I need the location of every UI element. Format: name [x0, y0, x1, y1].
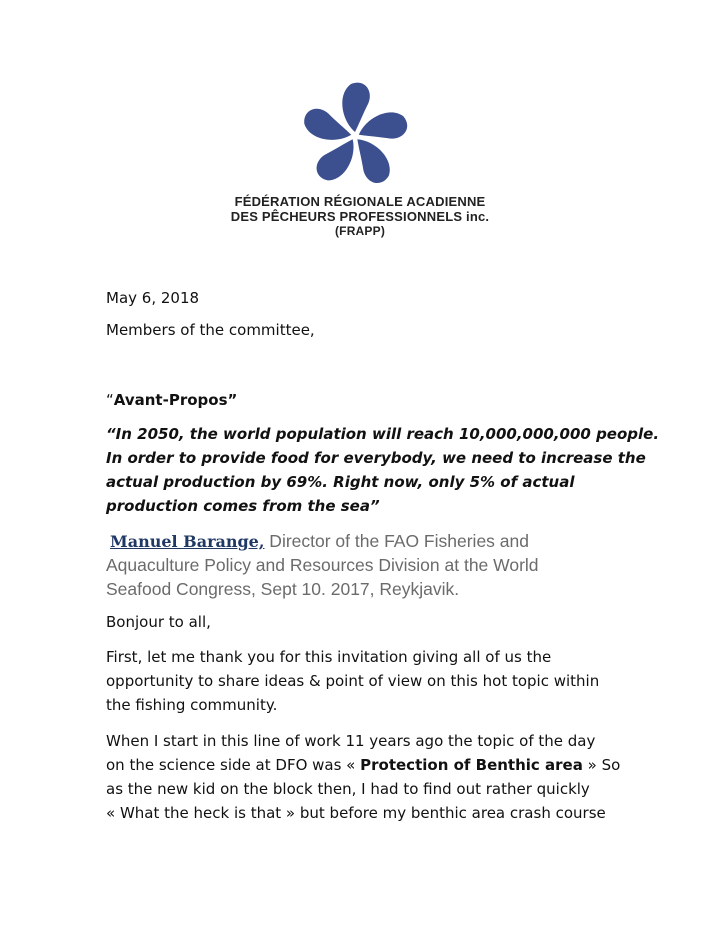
org-name-line-2: DES PÊCHEURS PROFESSIONNELS inc. — [230, 209, 490, 224]
quote-line: “In 2050, the world population will reach 10,000,000,000 people. — [106, 425, 660, 443]
section-heading — [106, 388, 237, 412]
section-open-quote: “ — [106, 391, 114, 409]
attribution-line-1 — [110, 529, 529, 554]
paragraph-line: « What the heck is that » but before my benthic area crash course — [106, 804, 606, 822]
paragraph-line: opportunity to share ideas & point of view on this hot topic within — [106, 672, 600, 690]
quote-line: production comes from the sea” — [106, 497, 380, 515]
frapp-logo — [300, 80, 410, 192]
paragraph-line — [106, 753, 620, 777]
attribution-line: Seafood Congress, Sept 10. 2017, Reykjavik. — [106, 579, 460, 599]
quote-line: actual production by 69%. Right now, only 5% of actual — [106, 473, 575, 491]
section-title: Avant-Propos” — [113, 391, 238, 409]
attribution-text: Director of the FAO Fisheries and — [264, 531, 529, 551]
benthic-area-emphasis: Protection of Benthic area — [360, 756, 583, 774]
paragraph-line: First, let me thank you for this invitation giving all of us the — [106, 648, 552, 666]
letter-date: May 6, 2018 — [106, 289, 200, 307]
org-acronym: (FRAPP) — [334, 224, 386, 238]
greeting: Bonjour to all, — [106, 613, 211, 631]
paragraph-line: as the new kid on the block then, I had to find out rather quickly — [106, 780, 590, 798]
quote-line: In order to provide food for everybody, we need to increase the — [106, 449, 646, 467]
attribution-name: Manuel Barange, — [110, 532, 265, 551]
salutation: Members of the committee, — [106, 321, 315, 339]
attribution-line: Aquaculture Policy and Resources Division at the World — [106, 555, 539, 575]
paragraph-text: on the science side at DFO was « — [106, 756, 361, 774]
paragraph-line: the fishing community. — [106, 696, 278, 714]
paragraph-line: When I start in this line of work 11 years ago the topic of the day — [106, 732, 596, 750]
paragraph-text: » So — [582, 756, 621, 774]
org-name-line-1: FÉDÉRATION RÉGIONALE ACADIENNE — [234, 194, 486, 209]
